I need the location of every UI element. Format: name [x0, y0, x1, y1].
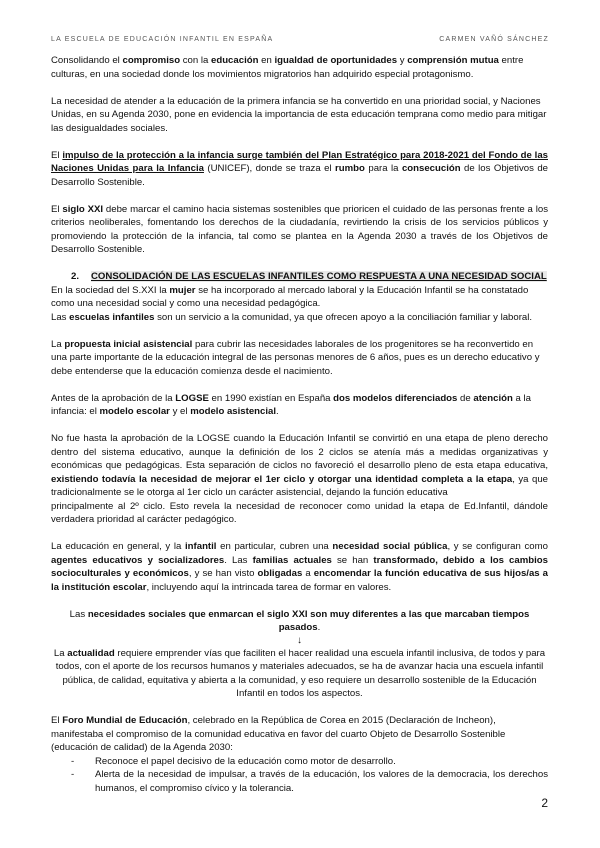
paragraph-11: Las necesidades sociales que enmarcan el siglo XXI son muy diferentes a las que marcaban tiempos pasados.	[69, 608, 530, 633]
down-arrow-icon: ↓	[297, 634, 302, 646]
paragraph-9-cont: principalmente al 2º ciclo. Esto revela la necesidad de reconocer como unidad la etapa de Ed.Infantil, dándole verdadera prioridad al carácter pedagógico.	[51, 500, 548, 525]
list-item: - Alerta de la necesidad de impulsar, a través de la educación, los valores de la democracia, los derechos humanos, el compromiso cívico y la tolerancia.	[71, 769, 548, 794]
paragraph-13: El Foro Mundial de Educación, celebrado en la República de Corea en 2015 (Declaración de Incheon), manifestaba el compromiso de la comunidad educativa en favor del cuarto Objeto de Desarrollo Sostenible (educación de calidad) de la Agenda 2030:	[51, 715, 506, 753]
paragraph-3: El impulso de la protección a la infancia surge también del Plan Estratégico para 2018-2021 del Fondo de las Naciones Unidas para la Infancia (UNICEF), donde se traza el rumbo para la consecución de los Objetivos de Desarrollo Sostenible.	[51, 149, 548, 188]
section-heading	[51, 270, 548, 284]
list-item: - Reconoce el papel decisivo de la educación como motor de desarrollo.	[71, 755, 396, 767]
paragraph-7: La propuesta inicial asistencial para cubrir las necesidades laborales de los progenitores se ha reconvertido en una parte importante de la educación integral de las personas menores de 6 años, pues es un derecho educativo y debe entenderse que la educación comienza desde el nacimiento.	[51, 338, 540, 377]
paragraph-4: El siglo XXI debe marcar el camino hacia sistemas sostenibles que prioricen el cuidado de las personas frente a los criterios neoliberales, fomentando los derechos de la ciudadanía, revirtiendo la crisis de los servicios públicos y promoviendo la protección de la infancia, tal como se plantea en la Agenda 2030 a través de los Objetivos de Desarrollo Sostenible.	[51, 203, 548, 255]
paragraph-10: La educación en general, y la infantil en particular, cubren una necesidad social pública, y se configuran como agentes educativos y socializadores. Las familias actuales se han transformado, debido a los cambios socioculturales y económicos, y se han visto obligadas a encomendar la función educativa de sus hijos/as a la institución escolar, incluyendo aquí la intrincada tarea de formar en valores.	[51, 541, 549, 593]
paragraph-5: En la sociedad del S.XXI la mujer se ha incorporado al mercado laboral y la Educación Infantil se ha constatado como una necesidad social y como una necesidad pedagógica.	[51, 284, 529, 309]
page-number: 2	[541, 796, 548, 810]
paragraph-9: No fue hasta la aprobación de la LOGSE cuando la Educación Infantil se convirtió en una etapa de pleno derecho dentro del sistema educativo, aunque la definición de los 2 ciclos se atenía más a medidas organizativas y económicas que pedagógicas. Esta separación de ciclos no favoreció el desarrollo pleno de esta etapa educativa, existiendo todavía la necesidad de mejorar el 1er ciclo y otorgar una identidad completa a la etapa, ya que tradicionalmente se le otorga al 1er ciclo un carácter asistencial, dejando la función educativa	[51, 433, 548, 498]
paragraph-12: La actualidad requiere emprender vías que faciliten el hacer realidad una escuela infantil inclusiva, de todos y para todos, con el aporte de los recursos humanos y materiales adecuados, se ha de avanzar hacia una escuela infantil pública, de calidad, equitativa y abierta a la comunidad, y eso requiere un desarrollo sostenible de la Educación Infantil en todos los aspectos.	[53, 647, 546, 699]
header-right: CARMEN VAÑÓ SÁNCHEZ	[439, 36, 549, 43]
paragraph-1: Consolidando el compromiso con la educación en igualdad de oportunidades y comprensión mutua entre culturas, en una sociedad donde los movimientos migratorios han adquirido especial protagonismo.	[51, 55, 524, 80]
section-title: CONSOLIDACIÓN DE LAS ESCUELAS INFANTILES COMO RESPUESTA A UNA NECESIDAD SOCIAL	[91, 271, 547, 282]
bullet-list	[51, 755, 548, 796]
paragraph-8: Antes de la aprobación de la LOGSE en 1990 existían en España dos modelos diferenciados de atención a la infancia: el modelo escolar y el modelo asistencial.	[51, 392, 531, 417]
running-header	[51, 36, 549, 43]
page-body	[51, 54, 548, 795]
section-number: 2.	[71, 271, 80, 282]
paragraph-6: Las escuelas infantiles son un servicio a la comunidad, ya que ofrecen apoyo a la conciliación familiar y laboral.	[51, 311, 533, 323]
paragraph-2: La necesidad de atender a la educación de la primera infancia se ha convertido en una prioridad social, y Naciones Unidas, en su Agenda 2030, pone en evidencia la importancia de esta educación temprana como medio para mitigar las desigualdades sociales.	[51, 95, 547, 134]
header-left: LA ESCUELA DE EDUCACIÓN INFANTIL EN ESPAÑA	[51, 36, 274, 43]
